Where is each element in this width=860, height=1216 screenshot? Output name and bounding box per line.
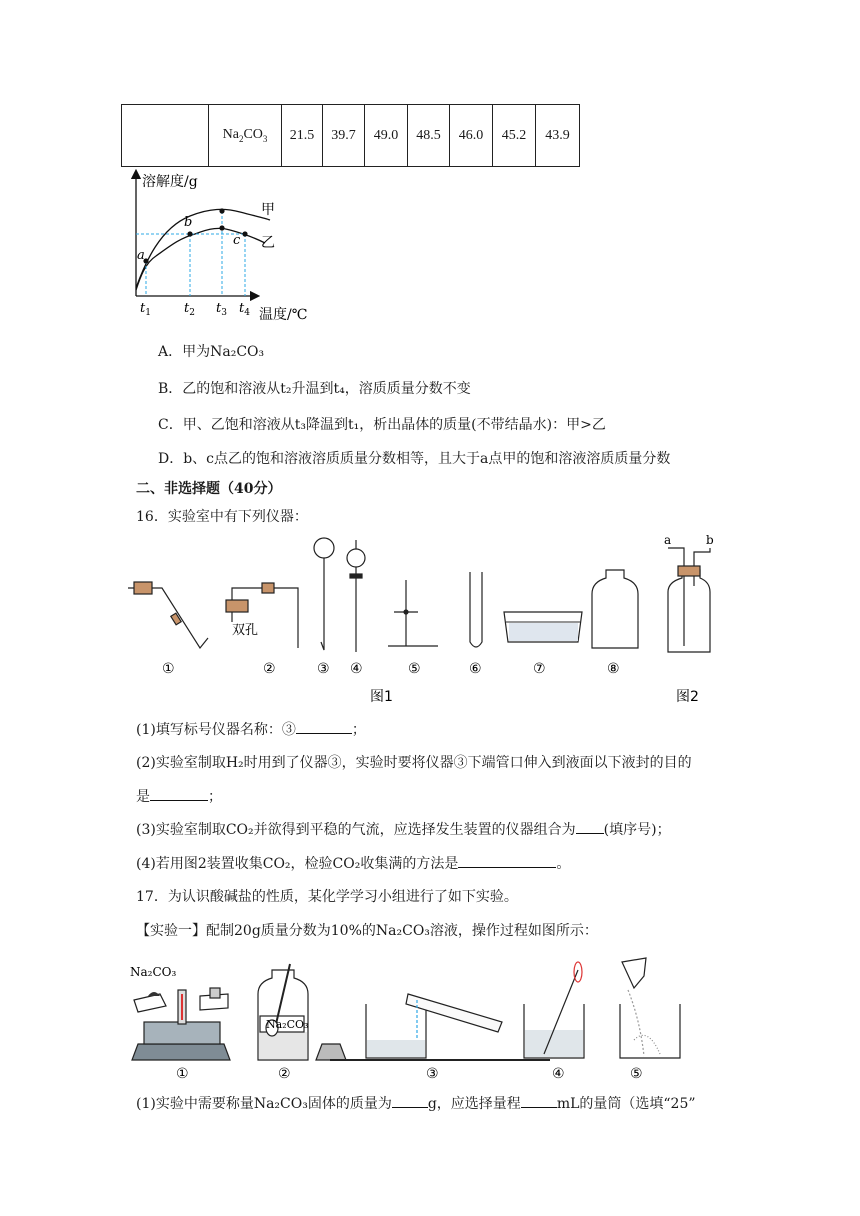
apparatus-fig2 [668, 548, 710, 652]
label-3: ③ [317, 661, 330, 677]
option-d: D．b、c点乙的饱和溶液溶质质量分数相等，且大于a点甲的饱和溶液溶质质量分数 [158, 451, 671, 467]
apparatus-6 [470, 572, 482, 647]
step-2: ② [278, 1066, 291, 1082]
fig1-label: 图1 [370, 689, 393, 705]
q17-stem: 17．为认识酸碱盐的性质，某化学学习小组进行了如下实验。 [136, 889, 518, 905]
label-7: ⑦ [533, 661, 546, 677]
label-jia: 甲 [261, 202, 275, 218]
solubility-table [121, 104, 580, 167]
table-cell-empty [122, 105, 209, 167]
q16-part2-line1: (2)实验室制取H₂时用到了仪器③，实验时要将仪器③下端管口伸入到液面以下液封的目的 [136, 755, 692, 771]
step-4: ④ [552, 1066, 565, 1082]
answer-blank[interactable] [150, 786, 208, 801]
tick-t4: $t_4$ [239, 301, 250, 318]
apparatus-1 [128, 582, 208, 648]
pouring-beaker [330, 994, 550, 1060]
label-2: ② [263, 661, 276, 677]
point-yi-t3 [219, 225, 224, 230]
solubility-graph [120, 168, 330, 323]
q16-part2-line2: 是 ； [136, 786, 222, 806]
label-4: ④ [350, 661, 363, 677]
apparatus-figure [120, 530, 730, 710]
step-3: ③ [426, 1066, 439, 1082]
q17-part1: (1)实验中需要称量Na₂CO₃固体的质量为 g，应选择量程 mL的量筒（选填“25” [136, 1093, 696, 1113]
label-6: ⑥ [469, 661, 482, 677]
port-a-label: a [664, 533, 672, 547]
x-axis-label: 温度/℃ [259, 307, 308, 323]
point-b [187, 231, 192, 236]
table-cell-value: 43.9 [536, 105, 580, 167]
curve-yi [136, 228, 265, 290]
label-a: a [137, 248, 145, 263]
table-row [122, 105, 580, 167]
tick-t1: $t_1$ [140, 301, 151, 318]
answer-blank[interactable] [521, 1093, 557, 1108]
apparatus-7 [504, 612, 582, 642]
answer-blank[interactable] [576, 819, 604, 834]
double-hole-label: 双孔 [232, 623, 259, 638]
q16-part1: (1)填写标号仪器名称：③ ； [136, 719, 366, 739]
label-b: b [184, 215, 193, 230]
section-heading: 二、非选择题（40分） [136, 481, 282, 497]
curve-jia [136, 209, 270, 288]
option-b: B．乙的饱和溶液从t₂升温到t₄，溶质质量分数不变 [158, 381, 471, 397]
label-1: ① [162, 661, 175, 677]
label-5: ⑤ [408, 661, 421, 677]
q16-part3: (3)实验室制取CO₂并欲得到平稳的气流，应选择发生装置的仪器组合为 (填序号)； [136, 819, 671, 839]
step-5: ⑤ [630, 1066, 643, 1082]
table-cell-substance: $Na_2CO_3$ [209, 105, 282, 167]
table-cell-value: 46.0 [450, 105, 493, 167]
label-8: ⑧ [607, 661, 620, 677]
fig2-label: 图2 [676, 689, 699, 705]
table-cell-value: 48.5 [408, 105, 450, 167]
balance [132, 988, 230, 1060]
na2co3-label-scale: Na₂CO₃ [130, 965, 177, 979]
q16-part4: (4)若用图2装置收集CO₂，检验CO₂收集满的方法是 。 [136, 853, 570, 873]
y-axis-label: 溶解度/g [142, 174, 198, 190]
tick-t3: $t_3$ [216, 301, 227, 318]
answer-blank[interactable] [392, 1093, 428, 1108]
label-c: c [233, 233, 241, 248]
reagent-bottle [258, 964, 346, 1060]
na2co3-label-bottle: Na₂CO₃ [266, 1018, 309, 1031]
procedure-figure [120, 950, 720, 1085]
option-a: A．甲为Na₂CO₃ [158, 344, 265, 360]
port-b-label: b [706, 533, 714, 547]
label-yi: 乙 [261, 235, 275, 251]
apparatus-4 [347, 540, 365, 652]
stirring-beaker [524, 962, 584, 1058]
apparatus-2 [226, 583, 298, 648]
point-c [242, 231, 247, 236]
apparatus-8 [592, 570, 638, 648]
q16-stem: 16．实验室中有下列仪器： [136, 509, 308, 525]
table-cell-value: 45.2 [493, 105, 536, 167]
option-c: C．甲、乙饱和溶液从t₃降温到t₁，析出晶体的质量(不带结晶水)：甲>乙 [158, 417, 606, 433]
apparatus-3 [314, 538, 334, 650]
tick-t2: $t_2$ [184, 301, 195, 318]
step-1: ① [176, 1066, 189, 1082]
table-cell-value: 39.7 [323, 105, 365, 167]
table-cell-value: 49.0 [365, 105, 408, 167]
funnel-beaker [620, 958, 680, 1058]
answer-blank[interactable] [458, 853, 556, 868]
apparatus-5 [388, 580, 438, 646]
point-jia-t3 [219, 208, 224, 213]
answer-blank[interactable] [296, 719, 352, 734]
table-cell-value: 21.5 [282, 105, 323, 167]
q17-exp1: 【实验一】配制20g质量分数为10%的Na₂CO₃溶液，操作过程如图所示： [136, 923, 598, 939]
